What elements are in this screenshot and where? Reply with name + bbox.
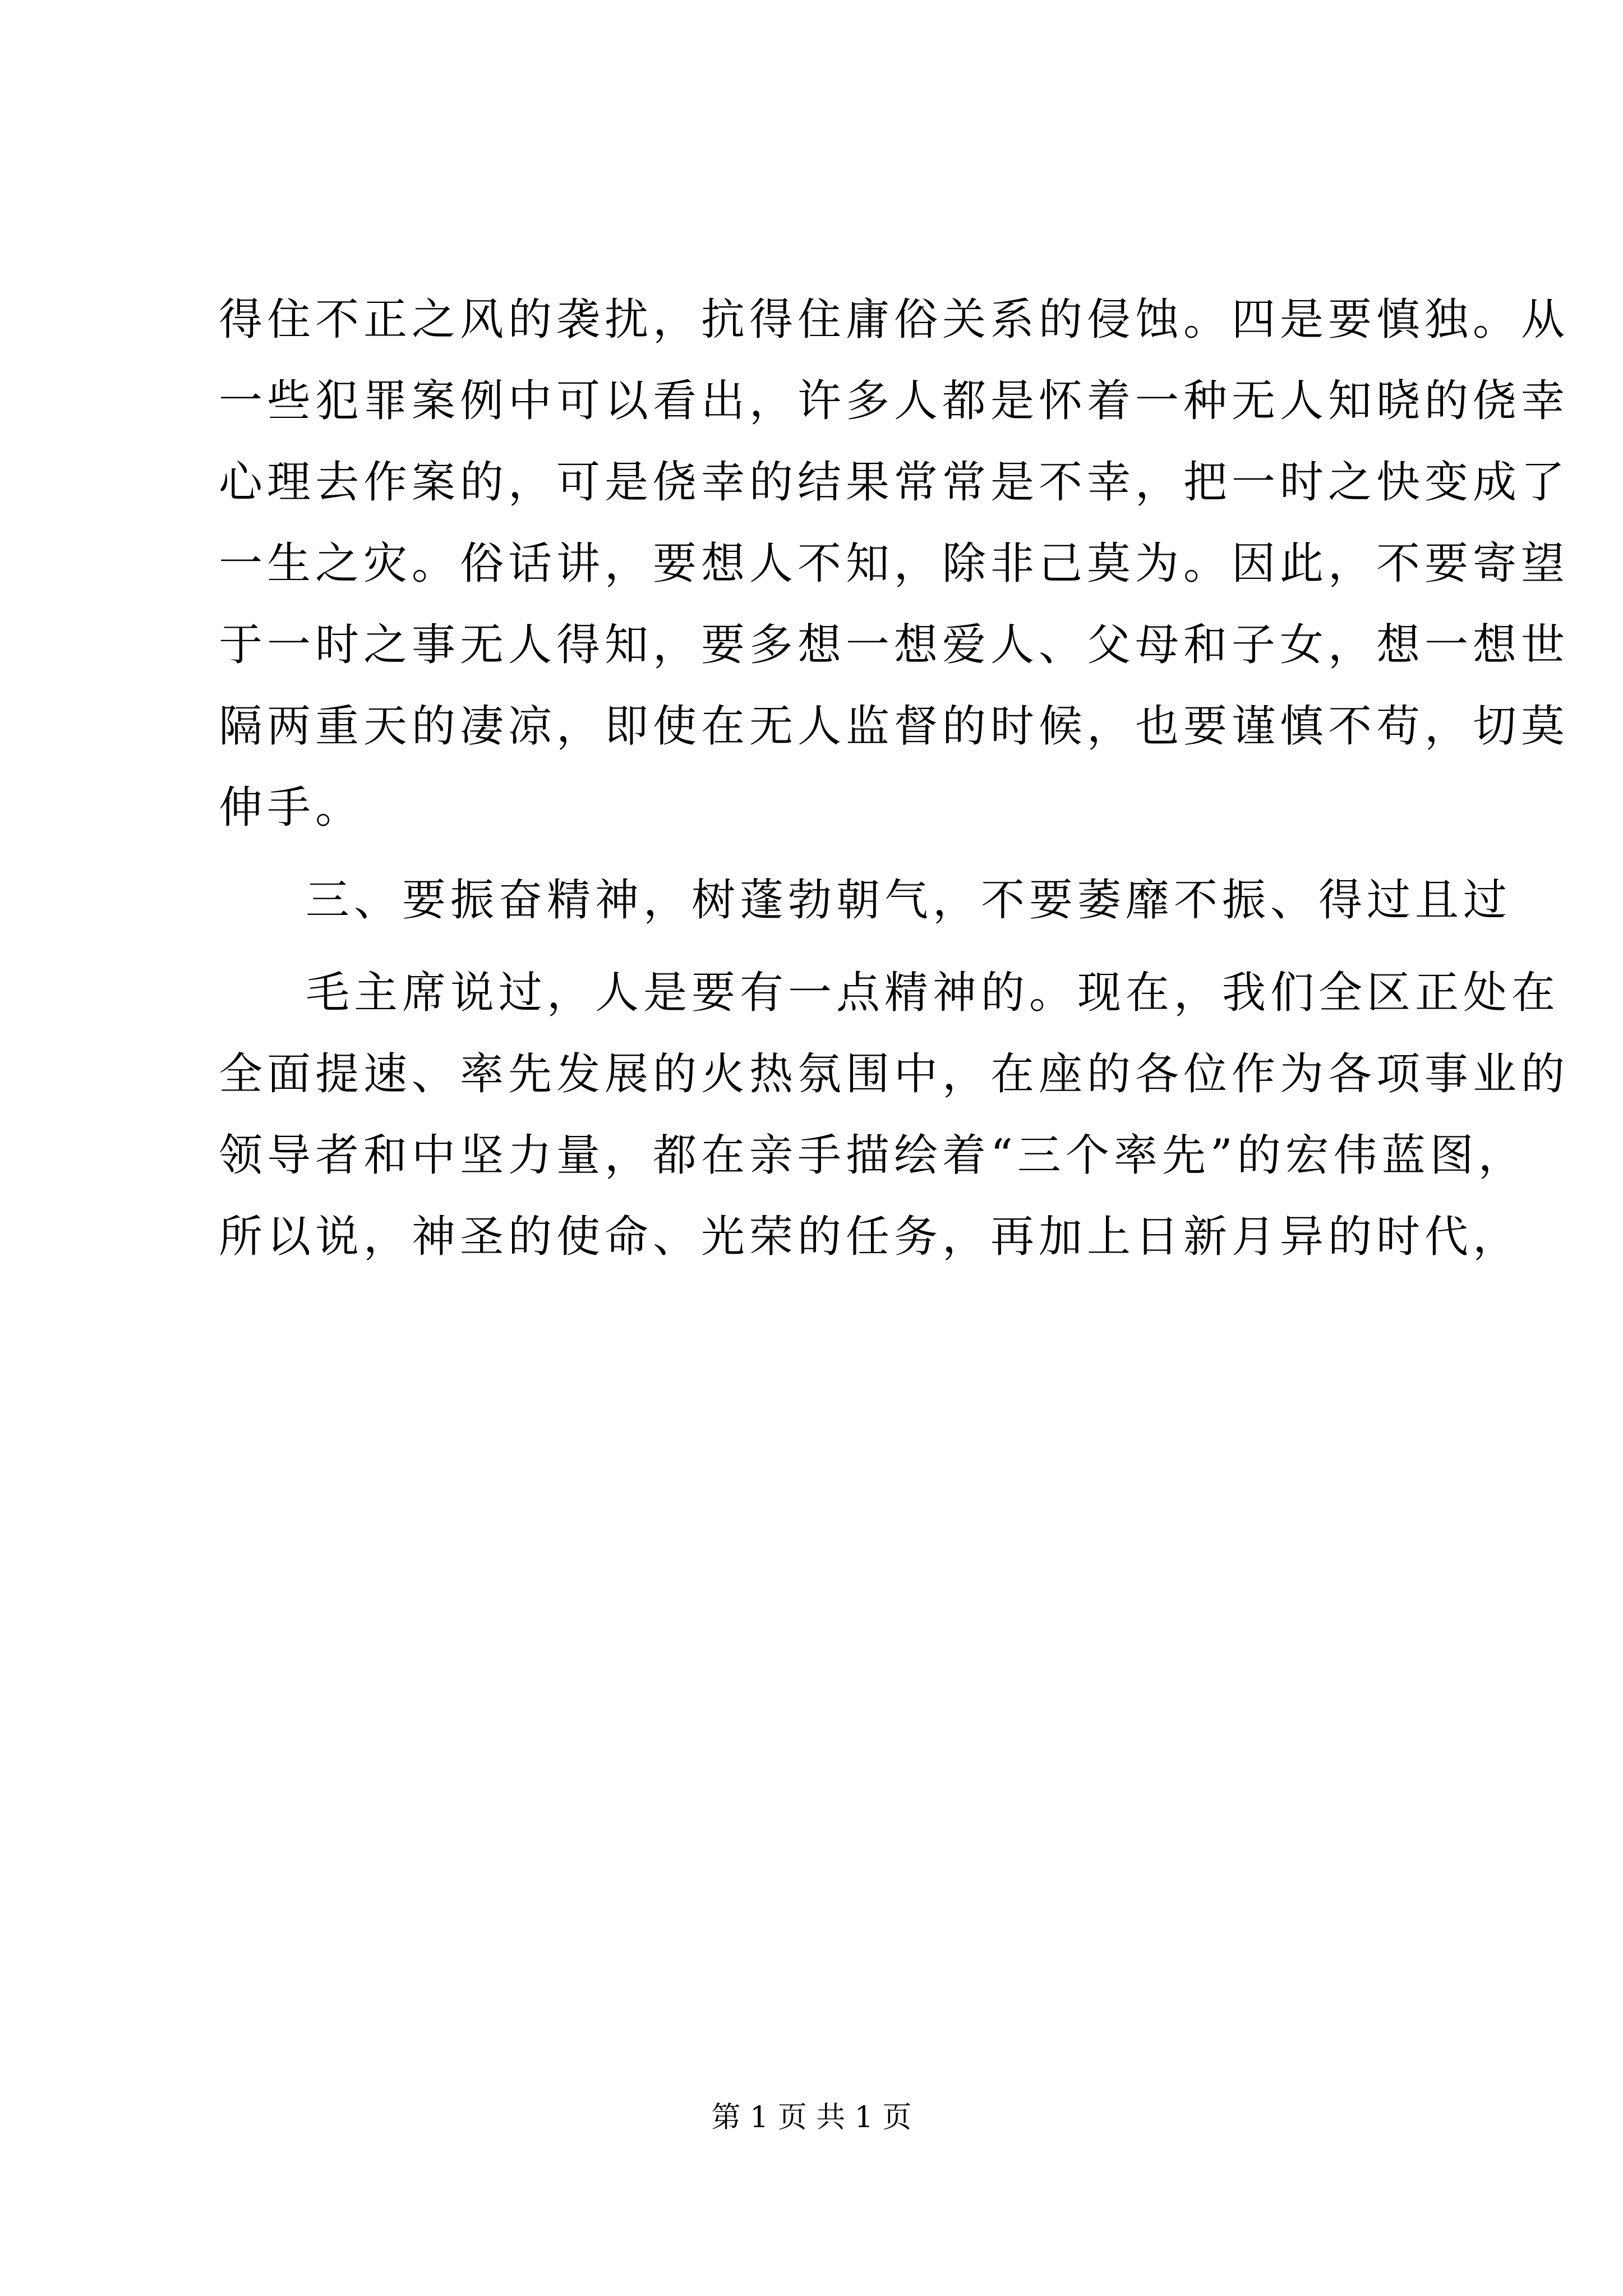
page-footer: 第 1 页 共 1 页 (711, 2101, 912, 2134)
body-line-9: 全面提速、率先发展的火热氛围中，在座的各位作为各项事业的 (219, 1049, 1570, 1099)
body-line-4: 一生之灾。俗话讲，要想人不知，除非己莫为。因此，不要寄望 (219, 539, 1570, 589)
body-line-5: 于一时之事无人得知，要多想一想爱人、父母和子女，想一想世 (219, 620, 1570, 670)
body-line-1: 得住不正之风的袭扰，抗得住庸俗关系的侵蚀。四是要慎独。从 (219, 295, 1570, 345)
body-line-11: 所以说，神圣的使命、光荣的任务，再加上日新月异的时代， (219, 1212, 1521, 1262)
body-line-2: 一些犯罪案例中可以看出，许多人都是怀着一种无人知晓的侥幸 (219, 376, 1570, 426)
body-line-8: 毛主席说过，人是要有一点精神的。现在，我们全区正处在 (306, 968, 1560, 1018)
body-line-7: 伸手。 (219, 783, 364, 833)
body-line-3: 心理去作案的，可是侥幸的结果常常是不幸，把一时之快变成了 (219, 457, 1570, 508)
body-line-6: 隔两重天的凄凉，即使在无人监督的时候，也要谨慎不苟，切莫 (219, 701, 1570, 752)
body-line-10: 领导者和中坚力量，都在亲手描绘着“三个率先”的宏伟蓝图， (219, 1130, 1527, 1181)
section-heading: 三、要振奋精神，树蓬勃朝气，不要萎靡不振、得过且过 (306, 875, 1512, 926)
